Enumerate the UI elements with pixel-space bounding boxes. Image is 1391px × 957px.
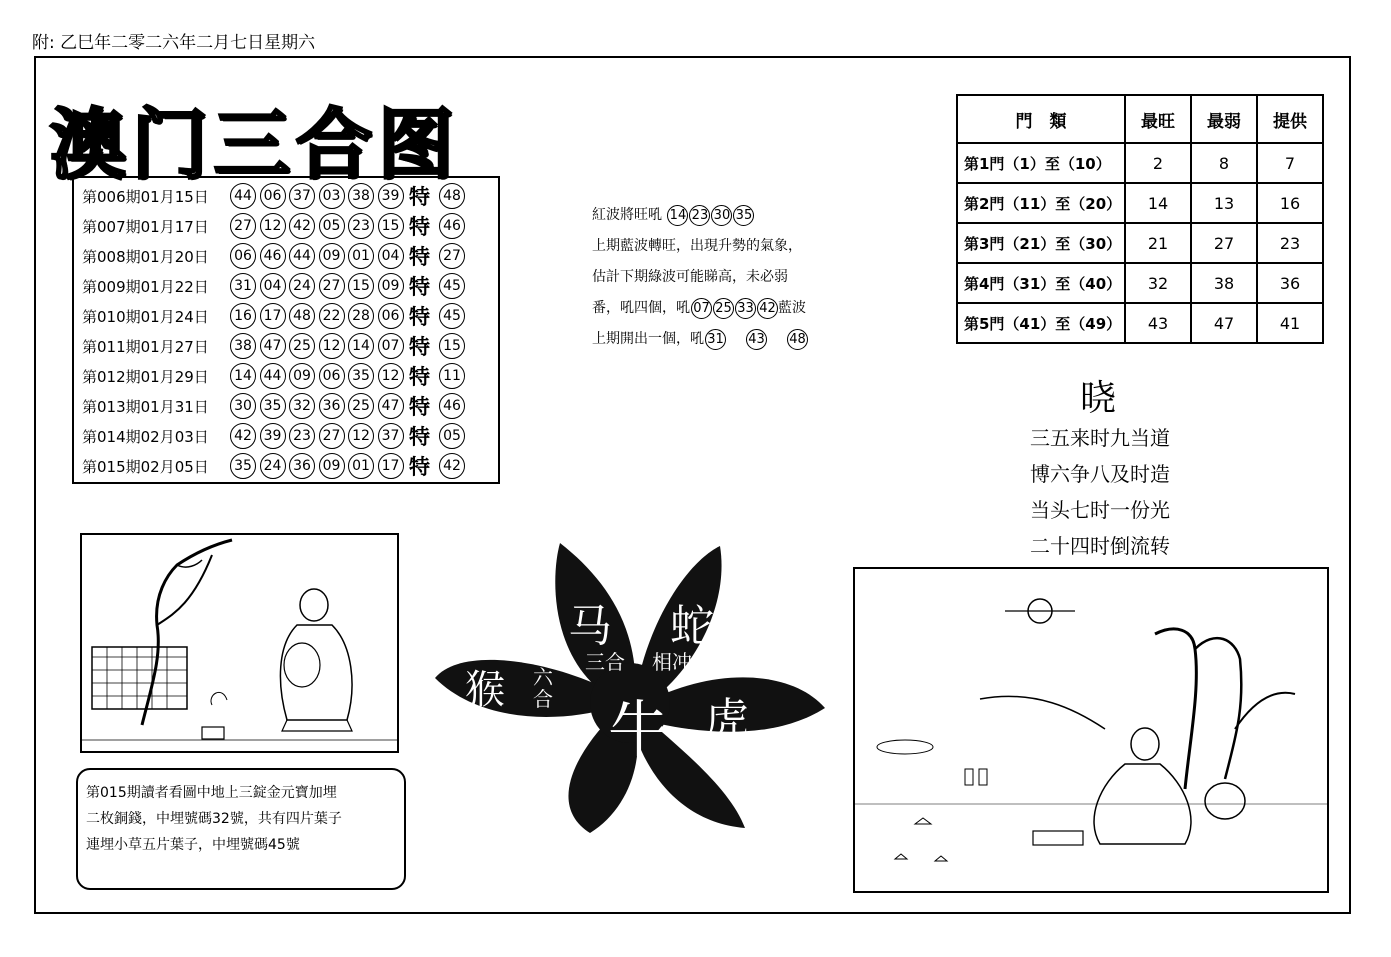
- door-table-header: [957, 95, 1323, 143]
- ball: 32: [289, 393, 315, 419]
- ball: 44: [260, 363, 286, 389]
- ball: 06: [260, 183, 286, 209]
- draw-row: [82, 211, 498, 241]
- special-ball: 27: [439, 243, 465, 269]
- hint-ball: 35: [733, 205, 754, 226]
- poem-line: 博六争八及时造: [1030, 462, 1170, 486]
- illustration-scholar: [853, 567, 1329, 893]
- door-name: 第3門（21）至（30）: [957, 223, 1125, 263]
- caption-box: [76, 768, 406, 890]
- poem-line: 三五来时九当道: [1030, 426, 1170, 450]
- hint-block: [592, 200, 852, 355]
- ball: 04: [260, 273, 286, 299]
- ball: 14: [230, 363, 256, 389]
- ball: 38: [348, 183, 374, 209]
- door-name: 第5門（41）至（49）: [957, 303, 1125, 343]
- special-ball: 45: [439, 273, 465, 299]
- ball: 12: [348, 423, 374, 449]
- poem: [1030, 420, 1170, 564]
- special-mark: 特: [409, 365, 430, 389]
- ball: 24: [260, 453, 286, 479]
- zodiac-tiger: 虎: [705, 694, 749, 745]
- ball: 09: [378, 273, 404, 299]
- ball: 06: [319, 363, 345, 389]
- door-give: 16: [1257, 183, 1323, 223]
- ball: 39: [260, 423, 286, 449]
- special-ball: 05: [439, 423, 465, 449]
- ball: 01: [348, 453, 374, 479]
- special-ball: 45: [439, 303, 465, 329]
- door-row: [957, 223, 1323, 263]
- ball: 38: [230, 333, 256, 359]
- hint-line-2: 上期藍波轉旺，出現升勢的氣象，: [592, 238, 802, 254]
- zodiac-ox: 牛: [608, 693, 671, 766]
- ball: 05: [319, 213, 345, 239]
- door-row: [957, 183, 1323, 223]
- hint-text: 番，吼四個，吼: [592, 300, 690, 316]
- draw-row: [82, 301, 498, 331]
- ball: 37: [378, 423, 404, 449]
- special-ball: 11: [439, 363, 465, 389]
- ball: 14: [348, 333, 374, 359]
- special-mark: 特: [409, 425, 430, 449]
- hint-ball: 23: [689, 205, 710, 226]
- hint-line-3: 估計下期綠波可能睇高，未必弱: [592, 269, 788, 285]
- draw-row: [82, 331, 498, 361]
- caption-line: 連埋小草五片葉子，中埋號碼45號: [86, 837, 300, 853]
- ball: 24: [289, 273, 315, 299]
- draw-row: [82, 181, 498, 211]
- ball: 28: [348, 303, 374, 329]
- ball: 35: [348, 363, 374, 389]
- door-max: 32: [1125, 263, 1191, 303]
- door-give: 7: [1257, 143, 1323, 183]
- monk-drawing: [82, 535, 397, 751]
- ball: 31: [230, 273, 256, 299]
- hint-text: 紅波將旺吼: [592, 207, 662, 223]
- ball: 37: [289, 183, 315, 209]
- ball: 47: [260, 333, 286, 359]
- special-ball: 15: [439, 333, 465, 359]
- ball: 22: [319, 303, 345, 329]
- caption-line: 第015期讀者看圖中地上三錠金元寶加埋: [86, 785, 337, 801]
- door-min: 38: [1191, 263, 1257, 303]
- hint-line-4: [592, 293, 852, 324]
- ball: 46: [260, 243, 286, 269]
- special-mark: 特: [409, 305, 430, 329]
- ball: 44: [289, 243, 315, 269]
- ball: 12: [378, 363, 404, 389]
- door-table: [956, 94, 1324, 344]
- hint-line-5: [592, 324, 852, 355]
- draw-row: [82, 271, 498, 301]
- liuhe-label: 六合: [533, 665, 553, 711]
- door-row: [957, 143, 1323, 183]
- draw-label: 第009期01月22日: [82, 277, 209, 296]
- ball: 09: [319, 243, 345, 269]
- header-max: 最旺: [1125, 95, 1191, 143]
- ball: 27: [230, 213, 256, 239]
- door-min: 27: [1191, 223, 1257, 263]
- draw-row: [82, 421, 498, 451]
- ball: 27: [319, 273, 345, 299]
- caption-line: 二枚銅錢，中埋號碼32號，共有四片葉子: [86, 811, 342, 827]
- ball: 09: [289, 363, 315, 389]
- header-door-class: 門 類: [957, 95, 1125, 143]
- ball: 17: [260, 303, 286, 329]
- special-mark: 特: [409, 455, 430, 479]
- door-give: 23: [1257, 223, 1323, 263]
- ball: 06: [378, 303, 404, 329]
- special-ball: 48: [439, 183, 465, 209]
- ball: 30: [230, 393, 256, 419]
- special-ball: 46: [439, 393, 465, 419]
- hint-ball: 48: [787, 329, 808, 350]
- ball: 42: [230, 423, 256, 449]
- hint-ball: 25: [713, 298, 734, 319]
- special-mark: 特: [409, 245, 430, 269]
- special-mark: 特: [409, 185, 430, 209]
- ball: 48: [289, 303, 315, 329]
- door-max: 21: [1125, 223, 1191, 263]
- draw-row: [82, 361, 498, 391]
- ball: 15: [378, 213, 404, 239]
- hint-ball: 30: [711, 205, 732, 226]
- header-give: 提供: [1257, 95, 1323, 143]
- door-min: 8: [1191, 143, 1257, 183]
- hint-ball: 33: [735, 298, 756, 319]
- draw-label: 第006期01月15日: [82, 187, 209, 206]
- hint-ball: 14: [667, 205, 688, 226]
- ball: 15: [348, 273, 374, 299]
- ball: 06: [230, 243, 256, 269]
- draw-results-table: [72, 176, 500, 484]
- door-max: 2: [1125, 143, 1191, 183]
- hint-balls: [704, 331, 808, 347]
- ball: 39: [378, 183, 404, 209]
- ball: 36: [289, 453, 315, 479]
- zodiac-flower: [430, 538, 830, 838]
- hint-text: 藍波: [778, 300, 806, 316]
- ball: 42: [289, 213, 315, 239]
- door-give: 41: [1257, 303, 1323, 343]
- zodiac-snake: 蛇: [670, 601, 714, 652]
- draw-label: 第007期01月17日: [82, 217, 209, 236]
- ball: 09: [319, 453, 345, 479]
- door-max: 43: [1125, 303, 1191, 343]
- draw-label: 第008期01月20日: [82, 247, 209, 266]
- draw-label: 第014期02月03日: [82, 427, 209, 446]
- xiangchong-label: 相冲: [652, 650, 692, 674]
- door-min: 13: [1191, 183, 1257, 223]
- draw-label: 第010期01月24日: [82, 307, 209, 326]
- sanhe-label: 三合: [585, 650, 625, 674]
- ball: 04: [378, 243, 404, 269]
- zodiac-horse: 马: [568, 601, 612, 652]
- door-max: 14: [1125, 183, 1191, 223]
- special-ball: 46: [439, 213, 465, 239]
- ball: 12: [319, 333, 345, 359]
- ball: 27: [319, 423, 345, 449]
- ball: 17: [378, 453, 404, 479]
- hint-ball: 07: [691, 298, 712, 319]
- hint-text: 上期開出一個，吼: [592, 331, 704, 347]
- poem-line: 当头七时一份光: [1030, 498, 1170, 522]
- door-row: [957, 303, 1323, 343]
- special-mark: 特: [409, 215, 430, 239]
- date-line: 附: 乙巳年二零二六年二月七日星期六: [32, 33, 316, 53]
- door-give: 36: [1257, 263, 1323, 303]
- draw-row: [82, 391, 498, 421]
- special-mark: 特: [409, 275, 430, 299]
- draw-label: 第015期02月05日: [82, 457, 209, 476]
- door-name: 第1門（1）至（10）: [957, 143, 1125, 183]
- draw-row: [82, 451, 498, 481]
- hint-line-1: [592, 200, 852, 231]
- zodiac-monkey: 猴: [465, 667, 505, 713]
- door-name: 第2門（11）至（20）: [957, 183, 1125, 223]
- draw-label: 第013期01月31日: [82, 397, 209, 416]
- draw-row: [82, 241, 498, 271]
- hint-ball: 31: [705, 329, 726, 350]
- special-mark: 特: [409, 335, 430, 359]
- hint-balls: [666, 207, 754, 223]
- hint-ball: 43: [746, 329, 767, 350]
- draw-label: 第012期01月29日: [82, 367, 209, 386]
- draw-label: 第011期01月27日: [82, 337, 209, 356]
- ball: 23: [289, 423, 315, 449]
- header-min: 最弱: [1191, 95, 1257, 143]
- hint-ball: 42: [757, 298, 778, 319]
- ball: 16: [230, 303, 256, 329]
- ball: 25: [348, 393, 374, 419]
- page-title: 澳门三合图: [50, 100, 460, 189]
- ball: 23: [348, 213, 374, 239]
- door-row: [957, 263, 1323, 303]
- ball: 03: [319, 183, 345, 209]
- poem-title: 晓: [1080, 378, 1117, 419]
- door-name: 第4門（31）至（40）: [957, 263, 1125, 303]
- poem-line: 二十四时倒流转: [1030, 534, 1170, 558]
- ball: 44: [230, 183, 256, 209]
- ball: 01: [348, 243, 374, 269]
- hint-balls: [690, 300, 778, 316]
- scholar-drawing: [855, 569, 1327, 891]
- special-mark: 特: [409, 395, 430, 419]
- door-min: 47: [1191, 303, 1257, 343]
- illustration-monk: [80, 533, 399, 753]
- ball: 35: [260, 393, 286, 419]
- ball: 12: [260, 213, 286, 239]
- ball: 36: [319, 393, 345, 419]
- ball: 25: [289, 333, 315, 359]
- ball: 35: [230, 453, 256, 479]
- special-ball: 42: [439, 453, 465, 479]
- ball: 47: [378, 393, 404, 419]
- ball: 07: [378, 333, 404, 359]
